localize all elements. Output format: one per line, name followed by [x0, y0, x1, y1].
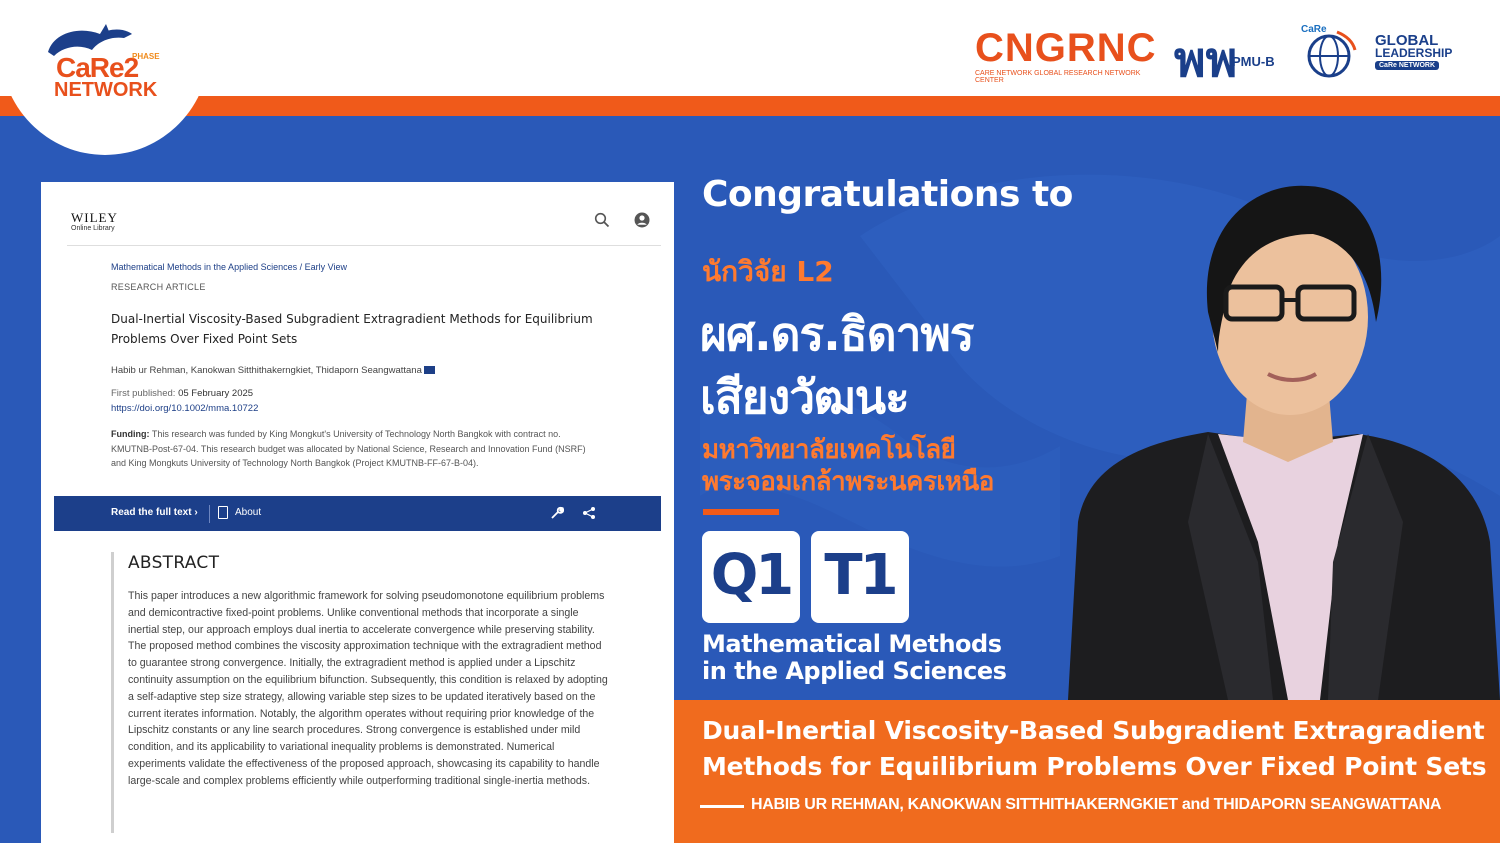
abstract-heading: ABSTRACT [128, 553, 220, 573]
pmub-logo-text: PMU-B [1232, 54, 1275, 69]
university-line2: พระจอมเกล้าพระนครเหนือ [702, 467, 994, 497]
account-icon[interactable] [634, 212, 650, 228]
doi-link[interactable]: https://doi.org/10.1002/mma.10722 [111, 403, 259, 414]
paper-screenshot-card [41, 182, 674, 843]
document-icon[interactable] [218, 506, 228, 519]
q1-badge-text: Q1 [710, 543, 792, 608]
network-logo-text: NETWORK [54, 79, 158, 101]
article-title: Dual-Inertial Viscosity-Based Subgradient Extragradient Methods for Equilibrium Problems Over Fixed Point Sets [111, 312, 593, 346]
global-text: GLOBAL [1375, 32, 1439, 49]
care2-network-logo[interactable] [40, 22, 175, 112]
paper-title-line2: Methods for Equilibrium Problems Over Fixed Point Sets [702, 752, 1487, 781]
cngrnc-logo[interactable] [975, 26, 1157, 84]
funding-label: Funding: [111, 429, 150, 439]
journal-name-line1: Mathematical Methods [702, 630, 1002, 658]
wiley-logo-text: WILEY [71, 210, 118, 225]
pmub-logo[interactable] [1172, 22, 1287, 88]
funding-text: This research was funded by King Mongkut's University of Technology North Bangkok with contract no. KMUTNB-Post-67-04. This research budget was allocated by National Science, Research and Innovation Fund (NSRF) and King Mongkuts University of Technology North Bangkok (Project KMUTNB-FF-67-B-04). [111, 429, 586, 468]
cngrnc-logo-text: CNGRNC [975, 26, 1157, 70]
first-published [111, 388, 253, 399]
abstract-accent-bar [111, 552, 114, 833]
abstract-text: This paper introduces a new algorithmic framework for solving pseudomonotone equilibrium problems and demicontractive fixed-point problems. Unlike conventional methods that incorporate a single inertial step, our approach employs dual inertia to accelerate convergence while preserving stability. The proposed method combines the viscosity approximation technique with the extragradient method to guarantee strong convergence. Initially, the extragradient method is applied under a Lipschitz continuity assumption on the equilibrium bifunction. Subsequently, this condition is relaxed by adopting a self-adaptive step size strategy, allowing variable step sizes to be updated iteratively based on the current iterates information. Notably, the algorithm operates without requiring prior knowledge of the Lipschitz constants or any line search procedures. Strong convergence is established under mild condition, and its applicability to variational inequality problems is demonstrated. Numerical experiments validate the effectiveness of the proposed approach, showcasing its capability to handle large-scale and complex problems efficiently while outperforming traditional single-inertia methods. [128, 590, 608, 787]
leadership-text: LEADERSHIP [1375, 46, 1453, 60]
care2-logo-text: CaRe2 [56, 52, 139, 83]
journal-breadcrumb[interactable]: Mathematical Methods in the Applied Sciences / Early View [111, 262, 347, 272]
authors-dash [700, 805, 744, 808]
header-divider [67, 245, 661, 246]
email-icon[interactable] [424, 366, 435, 374]
journal-name-line2: in the Applied Sciences [702, 657, 1007, 685]
first-published-date: 05 February 2025 [178, 388, 254, 399]
wiley-logo[interactable] [71, 210, 118, 232]
researcher-level: นักวิจัย L2 [702, 255, 834, 288]
t1-badge-text: T1 [824, 543, 896, 608]
article-authors-text[interactable]: Habib ur Rehman, Kanokwan Sitthithakerngkiet, Thidaporn Seangwattana [111, 365, 422, 376]
article-action-bar [54, 496, 661, 531]
global-leadership-care-text: CaRe [1301, 24, 1327, 35]
search-icon[interactable] [594, 212, 610, 228]
action-bar-separator [209, 505, 210, 523]
chevron-right-icon: › [194, 507, 198, 518]
q1-badge [702, 531, 800, 623]
researcher-name-line2: เสียงวัฒนะ [700, 370, 909, 424]
about-link[interactable]: About [235, 507, 262, 518]
care2-phase-text: PHASE [132, 52, 160, 61]
wiley-logo-subtitle: Online Library [71, 225, 115, 232]
read-full-text-label: Read the full text [111, 507, 192, 518]
university-line1: มหาวิทยาลัยเทคโนโลยี [702, 435, 956, 465]
article-authors [111, 365, 435, 376]
congratulations-heading: Congratulations to [702, 174, 1073, 215]
researcher-name-line1: ผศ.ดร.ธิดาพร [700, 307, 974, 361]
article-type: RESEARCH ARTICLE [111, 282, 206, 292]
wrench-icon[interactable] [550, 506, 564, 520]
researcher-portrait [1058, 142, 1500, 700]
t1-badge [811, 531, 909, 623]
read-full-text-link[interactable] [111, 507, 198, 518]
share-icon[interactable] [582, 506, 596, 520]
orange-strip [0, 96, 1500, 116]
care-network-tag: CaRe NETWORK [1375, 61, 1439, 70]
first-published-label: First published: [111, 388, 179, 399]
funding-statement [111, 427, 601, 471]
global-leadership-logo[interactable] [1297, 24, 1457, 80]
cngrnc-logo-subtitle: CARE NETWORK GLOBAL RESEARCH NETWORK CENTER [975, 70, 1141, 84]
paper-authors: HABIB UR REHMAN, KANOKWAN SITTHITHAKERNGKIET and THIDAPORN SEANGWATTANA [751, 796, 1442, 813]
pmub-logo-mark: พพ [1174, 32, 1238, 88]
orange-divider [703, 509, 779, 515]
paper-title-line1: Dual-Inertial Viscosity-Based Subgradient Extragradient [702, 716, 1485, 745]
